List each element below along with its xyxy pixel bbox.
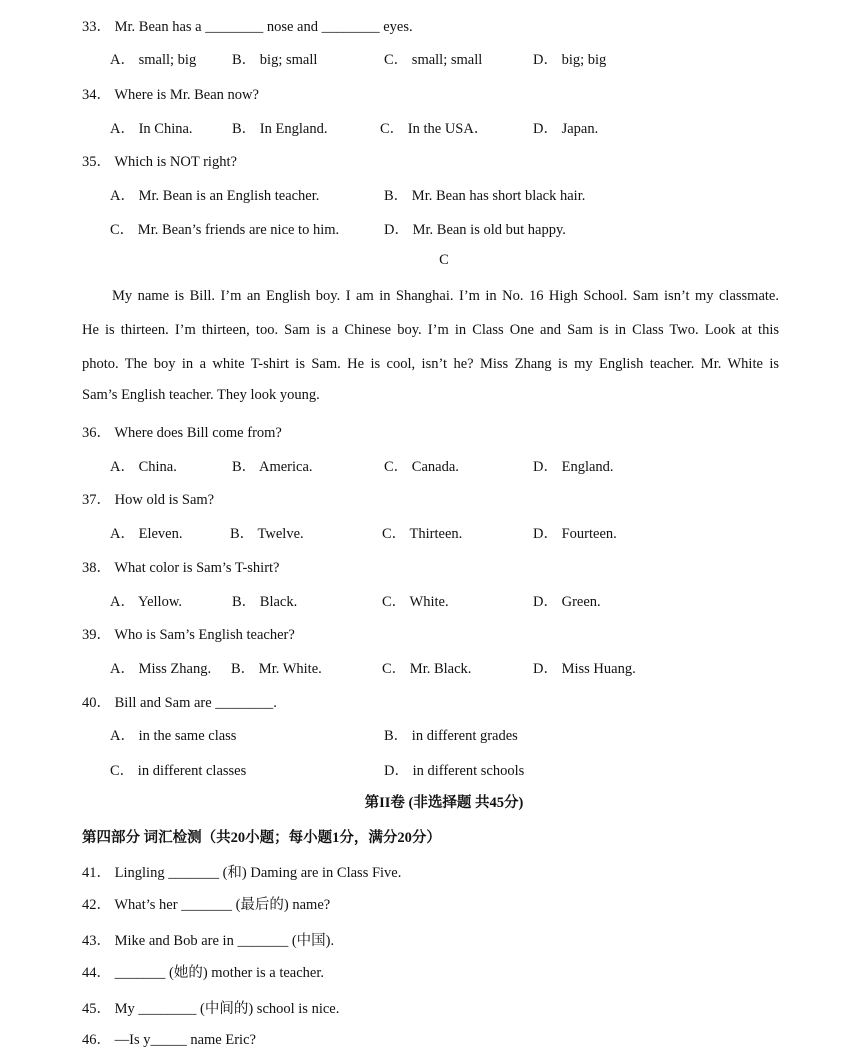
q33-option-a: A． small; big (110, 52, 197, 68)
passage-line-4: Sam’s English teacher. They look young. (82, 387, 320, 403)
q38-option-b: B． Black. (232, 594, 298, 610)
q35-option-b: B． Mr. Bean has short black hair. (384, 188, 586, 204)
q35-option-d: D． Mr. Bean is old but happy. (384, 222, 566, 238)
q37-option-a: A． Eleven. (110, 526, 183, 542)
q35-option-a: A． Mr. Bean is an English teacher. (110, 188, 320, 204)
vocab-item-41: 41． Lingling _______ (和) Daming are in Class Five. (82, 865, 402, 881)
part-two-heading: 第II卷 (非选择题 共45分) (364, 795, 524, 811)
question-38-stem: 38． What color is Sam’s T-shirt? (82, 560, 280, 576)
vocab-item-46: 46． —Is y_____ name Eric? (82, 1032, 256, 1048)
q35-option-c: C． Mr. Bean’s friends are nice to him. (110, 222, 340, 238)
q37-option-c: C． Thirteen. (382, 526, 463, 542)
q36-option-d: D． England. (533, 459, 614, 475)
passage-line-1: My name is Bill. I’m an English boy. I am in Shanghai. I’m in No. 16 High School. Sam isn’t my classmate. (112, 288, 779, 304)
question-40-stem: 40． Bill and Sam are ________. (82, 695, 277, 711)
q33-option-d: D． big; big (533, 52, 607, 68)
q39-option-b: B． Mr. White. (231, 661, 322, 677)
q39-option-c: C． Mr. Black. (382, 661, 472, 677)
q40-option-a: A． in the same class (110, 728, 237, 744)
vocab-item-44: 44． _______ (她的) mother is a teacher. (82, 965, 325, 981)
question-34-stem: 34． Where is Mr. Bean now? (82, 87, 259, 103)
q34-option-b: B． In England. (232, 121, 328, 137)
q40-option-d: D． in different schools (384, 763, 525, 779)
q36-option-b: B． America. (232, 459, 313, 475)
q34-option-a: A． In China. (110, 121, 193, 137)
question-39-stem: 39． Who is Sam’s English teacher? (82, 627, 295, 643)
q34-option-d: D． Japan. (533, 121, 599, 137)
question-35-stem: 35． Which is NOT right? (82, 154, 237, 170)
question-37-stem: 37． How old is Sam? (82, 492, 215, 508)
q38-option-c: C． White. (382, 594, 449, 610)
question-33-stem: 33． Mr. Bean has a ________ nose and ________ eyes. (82, 19, 413, 35)
q36-option-a: A． China. (110, 459, 177, 475)
q36-option-c: C． Canada. (384, 459, 459, 475)
q37-option-d: D． Fourteen. (533, 526, 617, 542)
q40-option-b: B． in different grades (384, 728, 518, 744)
q40-option-c: C． in different classes (110, 763, 247, 779)
q38-option-d: D． Green. (533, 594, 601, 610)
q39-option-a: A． Miss Zhang. (110, 661, 212, 677)
q38-option-a: A． Yellow. (110, 594, 182, 610)
q33-option-c: C． small; small (384, 52, 483, 68)
vocab-item-42: 42． What’s her _______ (最后的) name? (82, 897, 331, 913)
passage-line-2: He is thirteen. I’m thirteen, too. Sam is a Chinese boy. I’m in Class One and Sam is in Class Two. Look at this (82, 322, 779, 338)
section-label-c: C (439, 252, 449, 268)
q34-option-c: C． In the USA． (380, 121, 489, 137)
q39-option-d: D． Miss Huang. (533, 661, 636, 677)
question-36-stem: 36． Where does Bill come from? (82, 425, 282, 441)
q33-option-b: B． big; small (232, 52, 318, 68)
q37-option-b: B． Twelve. (230, 526, 304, 542)
vocab-item-45: 45． My ________ (中间的) school is nice. (82, 1001, 340, 1017)
part-four-heading: 第四部分 词汇检测（共20小题；每小题1分，满分20分） (82, 830, 441, 846)
vocab-item-43: 43． Mike and Bob are in _______ (中国). (82, 933, 335, 949)
passage-line-3: photo. The boy in a white T-shirt is Sam. He is cool, isn’t he? Miss Zhang is my English teacher. Mr. White is (82, 356, 779, 372)
